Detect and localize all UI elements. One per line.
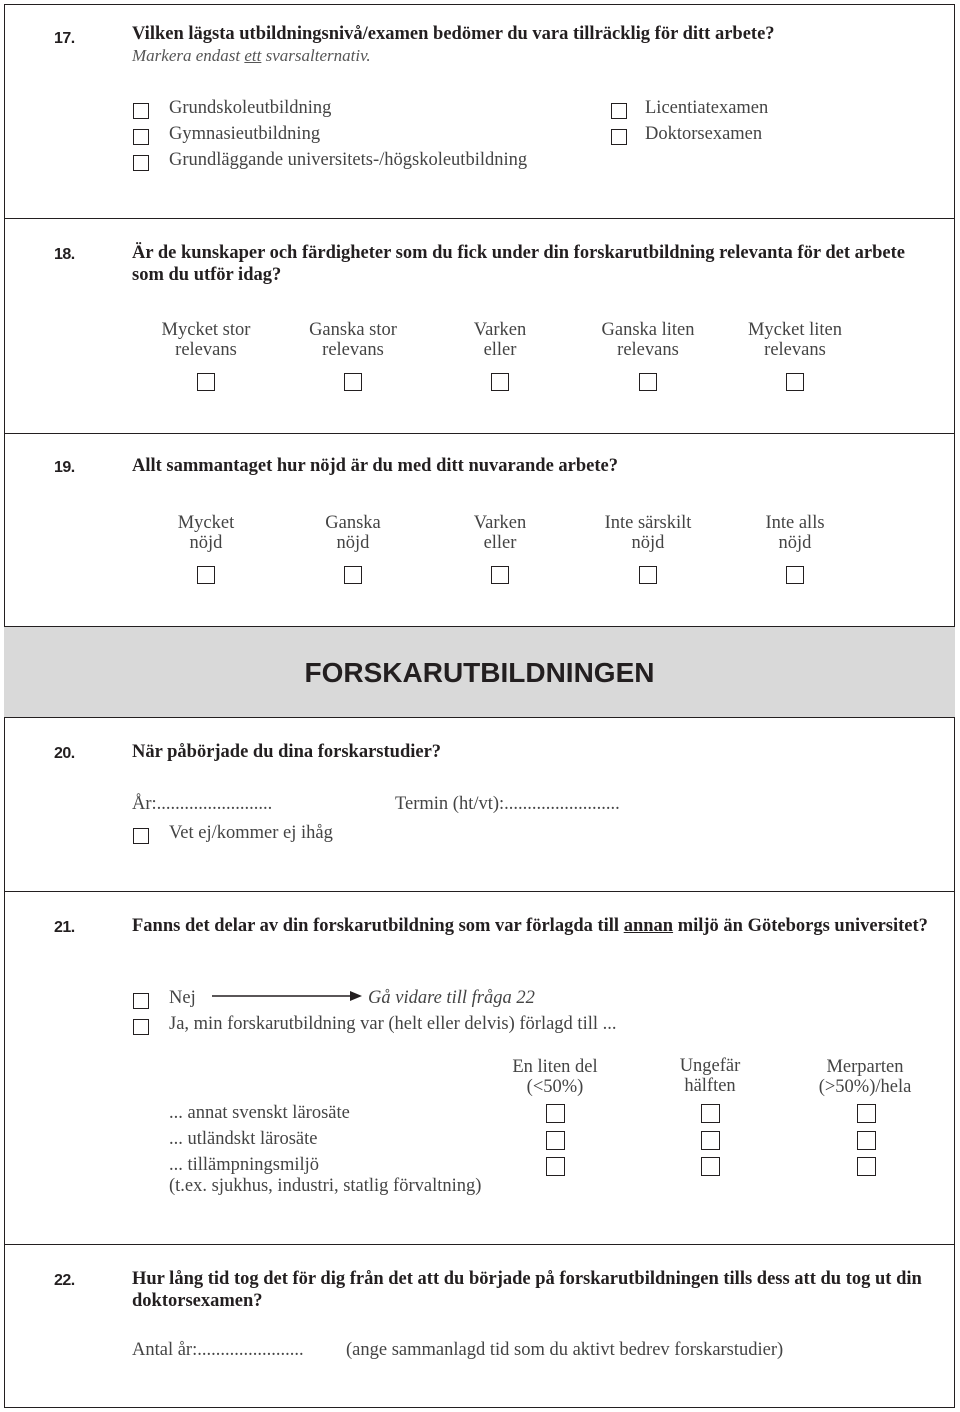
answer-note: (ange sammanlagd tid som du aktivt bedrev forskarstudier) bbox=[346, 1340, 784, 1360]
checkbox[interactable] bbox=[701, 1104, 720, 1123]
checkbox[interactable] bbox=[133, 993, 149, 1009]
scale-label: Varken eller bbox=[473, 513, 527, 553]
option-label: Vet ej/kommer ej ihåg bbox=[169, 823, 333, 843]
divider bbox=[4, 218, 955, 219]
question-text: När påbörjade du dina forskarstudier? bbox=[132, 742, 442, 762]
checkbox[interactable] bbox=[639, 566, 657, 584]
scale-label: Varken eller bbox=[473, 320, 527, 360]
question-text: Är de kunskaper och färdigheter som du fick under din forskarutbildning relevanta för det arbete som du utför idag? bbox=[132, 243, 905, 285]
checkbox[interactable] bbox=[546, 1157, 565, 1176]
question-number: 22. bbox=[54, 1272, 75, 1289]
checkbox[interactable] bbox=[546, 1131, 565, 1150]
question-text: Allt sammantaget hur nöjd är du med ditt nuvarande arbete? bbox=[132, 456, 618, 476]
option-label: Gymnasieutbildning bbox=[169, 124, 321, 144]
checkbox[interactable] bbox=[197, 373, 215, 391]
question-number: 17. bbox=[54, 30, 75, 47]
term-field[interactable]: Termin (ht/vt):......................... bbox=[395, 794, 620, 814]
question-number: 19. bbox=[54, 459, 75, 476]
column-header: Merparten (>50%)/hela bbox=[818, 1057, 912, 1097]
scale-label: Mycket liten relevans bbox=[747, 320, 843, 360]
checkbox[interactable] bbox=[857, 1104, 876, 1123]
question-number: 18. bbox=[54, 246, 75, 263]
divider bbox=[4, 1244, 955, 1245]
row-label: ... annat svenskt lärosäte bbox=[169, 1103, 350, 1123]
column-header: Ungefär hälften bbox=[679, 1056, 741, 1096]
column-header: En liten del (<50%) bbox=[512, 1057, 598, 1097]
checkbox[interactable] bbox=[133, 129, 149, 145]
checkbox[interactable] bbox=[133, 828, 149, 844]
option-label: Doktorsexamen bbox=[645, 124, 763, 144]
instruction: Markera endast ett svarsalternativ. bbox=[132, 46, 371, 65]
scale-label: Mycket nöjd bbox=[177, 513, 235, 553]
question-number: 20. bbox=[54, 745, 75, 762]
arrow-right-icon bbox=[212, 990, 362, 1002]
checkbox[interactable] bbox=[701, 1131, 720, 1150]
scale-label: Ganska nöjd bbox=[325, 513, 381, 553]
option-label: Licentiatexamen bbox=[645, 98, 769, 118]
option-label: Grundläggande universitets-/högskoleutbildning bbox=[169, 150, 528, 170]
checkbox[interactable] bbox=[639, 373, 657, 391]
checkbox[interactable] bbox=[857, 1157, 876, 1176]
question-text: Vilken lägsta utbildningsnivå/examen bedömer du vara tillräcklig för ditt arbete? bbox=[132, 24, 775, 44]
divider bbox=[4, 433, 955, 434]
checkbox[interactable] bbox=[133, 155, 149, 171]
checkbox[interactable] bbox=[491, 373, 509, 391]
scale-label: Mycket stor relevans bbox=[161, 320, 251, 360]
year-field[interactable]: År:......................... bbox=[132, 794, 273, 814]
scale-label: Inte alls nöjd bbox=[765, 513, 825, 553]
checkbox[interactable] bbox=[133, 103, 149, 119]
divider bbox=[4, 891, 955, 892]
checkbox[interactable] bbox=[701, 1157, 720, 1176]
checkbox[interactable] bbox=[611, 103, 627, 119]
checkbox[interactable] bbox=[133, 1019, 149, 1035]
option-label: Grundskoleutbildning bbox=[169, 98, 332, 118]
question-number: 21. bbox=[54, 919, 75, 936]
checkbox[interactable] bbox=[611, 129, 627, 145]
skip-instruction: Gå vidare till fråga 22 bbox=[368, 988, 535, 1008]
scale-label: Inte särskilt nöjd bbox=[604, 513, 692, 553]
checkbox[interactable] bbox=[546, 1104, 565, 1123]
question-text: Fanns det delar av din forskarutbildning som var förlagda till annan miljö än Göteborgs universitet? bbox=[132, 916, 928, 936]
question-text: Hur lång tid tog det för dig från det att du började på forskarutbildningen tills dess att du tog ut din doktorsexamen? bbox=[132, 1269, 922, 1311]
checkbox[interactable] bbox=[857, 1131, 876, 1150]
scale-label: Ganska stor relevans bbox=[309, 320, 397, 360]
option-label: Ja, min forskarutbildning var (helt eller delvis) förlagd till ... bbox=[169, 1014, 617, 1034]
option-label: Nej bbox=[169, 988, 196, 1008]
scale-label: Ganska liten relevans bbox=[601, 320, 695, 360]
row-label: ... utländskt lärosäte bbox=[169, 1129, 318, 1149]
section-title: FORSKARUTBILDNINGEN bbox=[304, 657, 655, 688]
years-field[interactable]: Antal år:....................... bbox=[132, 1340, 304, 1360]
row-label: ... tillämpningsmiljö bbox=[169, 1155, 320, 1175]
checkbox[interactable] bbox=[491, 566, 509, 584]
section-banner bbox=[4, 626, 955, 718]
checkbox[interactable] bbox=[786, 566, 804, 584]
checkbox[interactable] bbox=[344, 566, 362, 584]
checkbox[interactable] bbox=[786, 373, 804, 391]
checkbox[interactable] bbox=[197, 566, 215, 584]
row-note: (t.ex. sjukhus, industri, statlig förvaltning) bbox=[169, 1176, 482, 1196]
checkbox[interactable] bbox=[344, 373, 362, 391]
